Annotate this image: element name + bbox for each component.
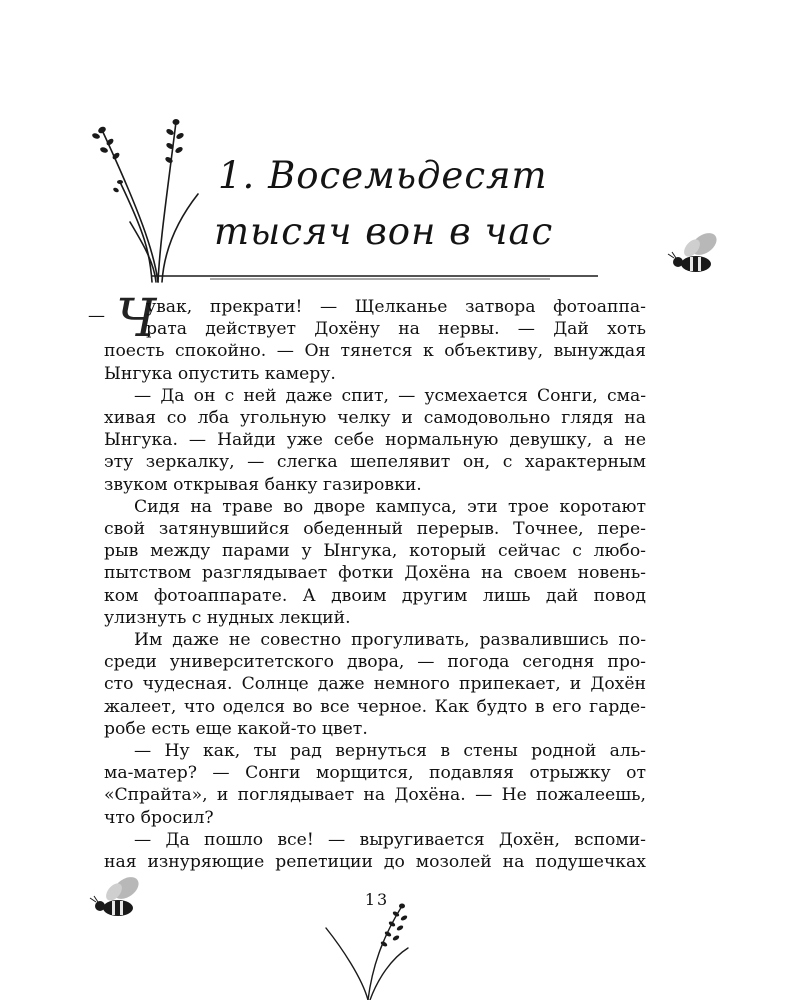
- text-line: рыв между парами у Ынгука, который сейчас с любо-: [104, 541, 646, 562]
- page-number: 13: [364, 890, 390, 909]
- text-line: Ынгука опустить камеру.: [104, 363, 336, 384]
- text-line: свой затянувшийся обеденный перерыв. Точнее, пере-: [104, 519, 646, 540]
- text-line: ма-матер? — Сонги морщится, подавляя отрыжку от: [104, 763, 646, 784]
- text-line: — Да пошло все! — выругивается Дохён, вспоми-: [134, 829, 646, 850]
- lavender-plant-icon: [322, 898, 414, 1000]
- chapter-title: [200, 148, 560, 260]
- bee-icon: [664, 228, 728, 280]
- text-line: робе есть еще какой-то цвет.: [104, 718, 368, 739]
- text-line: сто чудесная. Солнце даже немного припекает, и Дохён: [104, 674, 646, 695]
- text-line: «Спрайта», и поглядывает на Дохёна. — Не пожалеешь,: [104, 785, 646, 806]
- text-line: улизнуть с нудных лекций.: [104, 607, 351, 628]
- text-line: звуком открывая банку газировки.: [104, 474, 422, 495]
- text-line: пытством разглядывает фотки Дохёна на своем новень-: [104, 563, 646, 584]
- header-divider-line: [150, 270, 600, 282]
- text-line: жалеет, что оделся во все черное. Как будто в его гарде-: [104, 696, 646, 717]
- text-line: что бросил?: [104, 807, 214, 828]
- drop-cap: Ч: [116, 289, 157, 349]
- chapter-title-line-2: тысяч вон в час: [214, 210, 554, 253]
- text-line: рата действует Дохёну на нервы. — Дай хоть: [146, 319, 646, 340]
- lavender-plant-icon: [80, 112, 200, 284]
- text-line: увак, прекрати! — Щелканье затвора фотоаппа-: [146, 297, 646, 317]
- text-line: эту зеркалку, — слегка шепелявит он, с характерным: [104, 452, 646, 473]
- text-line: — Ну как, ты рад вернуться в стены родной аль-: [134, 741, 646, 762]
- text-line: поесть спокойно. — Он тянется к объективу, вынуждая: [104, 341, 646, 362]
- text-line: хивая со лба угольную челку и самодовольно глядя на: [104, 408, 646, 429]
- text-line: — Да он с ней даже спит, — усмехается Сонги, сма-: [134, 385, 646, 406]
- chapter-title-line-1: 1. Восемьдесят: [218, 154, 548, 197]
- text-line: среди университетского двора, — погода сегодня про-: [104, 652, 646, 673]
- dialogue-dash: —: [88, 306, 105, 326]
- text-line: Им даже не совестно прогуливать, развалившись по-: [134, 630, 646, 651]
- text-line: Сидя на траве во дворе кампуса, эти трое коротают: [134, 496, 646, 517]
- text-line: Ынгука. — Найди уже себе нормальную девушку, а не: [104, 430, 646, 451]
- text-line: ная изнуряющие репетиции до мозолей на подушечках: [104, 852, 646, 873]
- bee-icon: [86, 872, 148, 924]
- text-line: ком фотоаппарате. А двоим другим лишь дай повод: [104, 585, 646, 606]
- body-text: [104, 296, 646, 873]
